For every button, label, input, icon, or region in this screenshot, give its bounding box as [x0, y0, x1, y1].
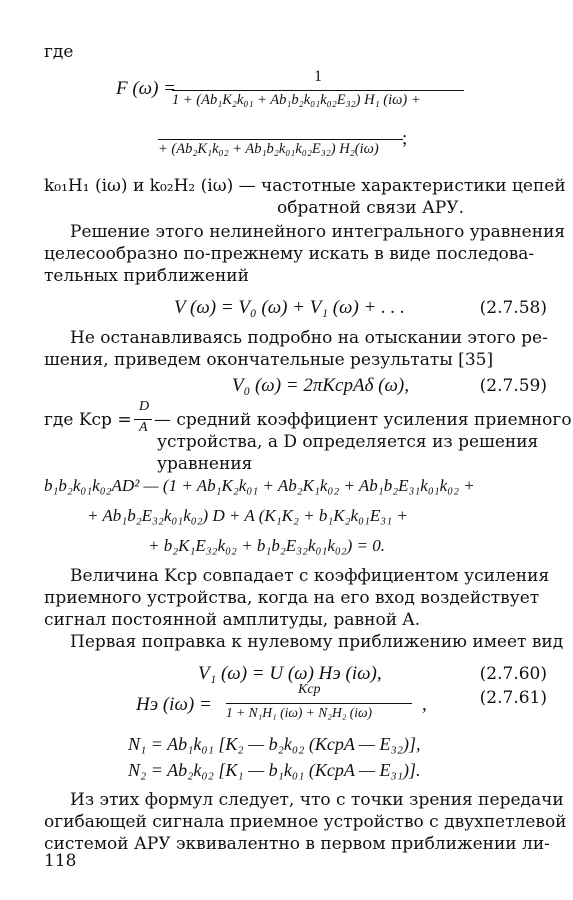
value-paragraph-line3: сигнал постоянной амплитуды, равной A.: [44, 610, 421, 630]
equation-d-line3: + b₂K₁E₃₂k₀₂ + b₁b₂E₃₂k₀₁k₀₂) = 0.: [148, 536, 386, 555]
equation-d-line1: b₁b₂k₀₁k₀₂AD² — (1 + Ab₁K₂k₀₁ + Ab₂K₁k₀₂ + Ab₁b₂E₃₁k₀₁k₀₂ +: [44, 476, 475, 495]
equation-f-fraction-bar: [172, 90, 464, 91]
equation-number-2-7-59: (2.7.59): [479, 376, 547, 396]
freq-characteristics-line1: k₀₁H₁ (iω) и k₀₂H₂ (iω) — частотные характеристики цепей: [44, 176, 566, 196]
equation-n2: N₂ = Ab₂k₀₂ [K₁ — b₁k₀₁ (KсрA — E₃₁)].: [128, 760, 421, 780]
first-correction-line: Первая поправка к нулевому приближению имеет вид: [70, 632, 564, 652]
equation-n1: N₁ = Ab₁k₀₁ [K₂ — b₂k₀₂ (KсрA — E₃₂)],: [128, 734, 421, 754]
page-number: 118: [44, 851, 77, 871]
solution-paragraph-line2: целесообразно по-прежнему искать в виде последова-: [44, 244, 535, 264]
solution-paragraph-line1: Решение этого нелинейного интегрального уравнения: [70, 222, 566, 242]
equation-2-7-61-lhs: Hэ (iω) =: [136, 694, 212, 715]
final-paragraph-line1: Из этих формул следует, что с точки зрения передачи: [70, 790, 564, 810]
value-paragraph-line2: приемного устройства, когда на его вход воздействует: [44, 588, 540, 608]
freq-characteristics-line2: обратной связи АРУ.: [277, 198, 465, 218]
kcp-line1-rest: — средний коэффициент усиления приемного: [154, 410, 572, 430]
equation-2-7-59: V₀ (ω) = 2πKсрAδ (ω),: [232, 375, 409, 396]
stop-paragraph-line2: шения, приведем окончательные результаты [35]: [44, 350, 494, 370]
equation-f-denominator-line2: + (Ab₂K₁k₀₂ + Ab₁b₂k₀₁k₀₂E₃₂) H₂(iω): [158, 141, 379, 157]
equation-d-line2: + Ab₁b₂E₃₂k₀₁k₀₂) D + A (K₁K₂ + b₁K₂k₀₁E₃₁ +: [87, 506, 408, 525]
equation-2-7-61-numerator: Kср: [298, 682, 321, 697]
equation-f-lhs: F (ω) =: [116, 78, 176, 99]
kcp-fraction-numerator: D: [139, 399, 150, 414]
equation-number-2-7-61: (2.7.61): [479, 688, 547, 708]
equation-f-terminator: ;: [402, 128, 408, 149]
final-paragraph-line3: системой АРУ эквивалентно в первом приближении ли-: [44, 834, 550, 854]
kcp-line3: уравнения: [157, 454, 253, 474]
equation-2-7-60: V₁ (ω) = U (ω) Hэ (iω),: [198, 663, 382, 684]
equation-2-7-58: V (ω) = V₀ (ω) + V₁ (ω) + . . .: [174, 297, 405, 318]
equation-number-2-7-58: (2.7.58): [479, 298, 547, 318]
kcp-fraction-denominator: A: [139, 420, 148, 435]
where-label: где: [44, 42, 74, 62]
equation-number-2-7-60: (2.7.60): [479, 664, 547, 684]
equation-f-numerator: 1: [314, 68, 322, 85]
stop-paragraph-line1: Не останавливаясь подробно на отыскании этого ре-: [70, 328, 548, 348]
solution-paragraph-line3: тельных приближений: [44, 266, 249, 286]
equation-2-7-61-terminator: ,: [422, 694, 427, 715]
equation-f-fraction-bar-continued: [158, 139, 403, 140]
kcp-where: где Kср =: [44, 410, 132, 430]
equation-f-denominator-line1: 1 + (Ab₁K₂k₀₁ + Ab₁b₂k₀₁k₀₂E₃₂) H₁ (iω) +: [172, 92, 421, 108]
equation-2-7-61-fraction-bar: [226, 703, 412, 704]
value-paragraph-line1: Величина Kср совпадает с коэффициентом усиления: [70, 566, 550, 586]
final-paragraph-line2: огибающей сигнала приемное устройство с двухпетлевой: [44, 812, 567, 832]
kcp-line2: устройства, а D определяется из решения: [157, 432, 539, 452]
equation-2-7-61-denominator: 1 + N₁H₁ (iω) + N₂H₂ (iω): [226, 705, 373, 720]
